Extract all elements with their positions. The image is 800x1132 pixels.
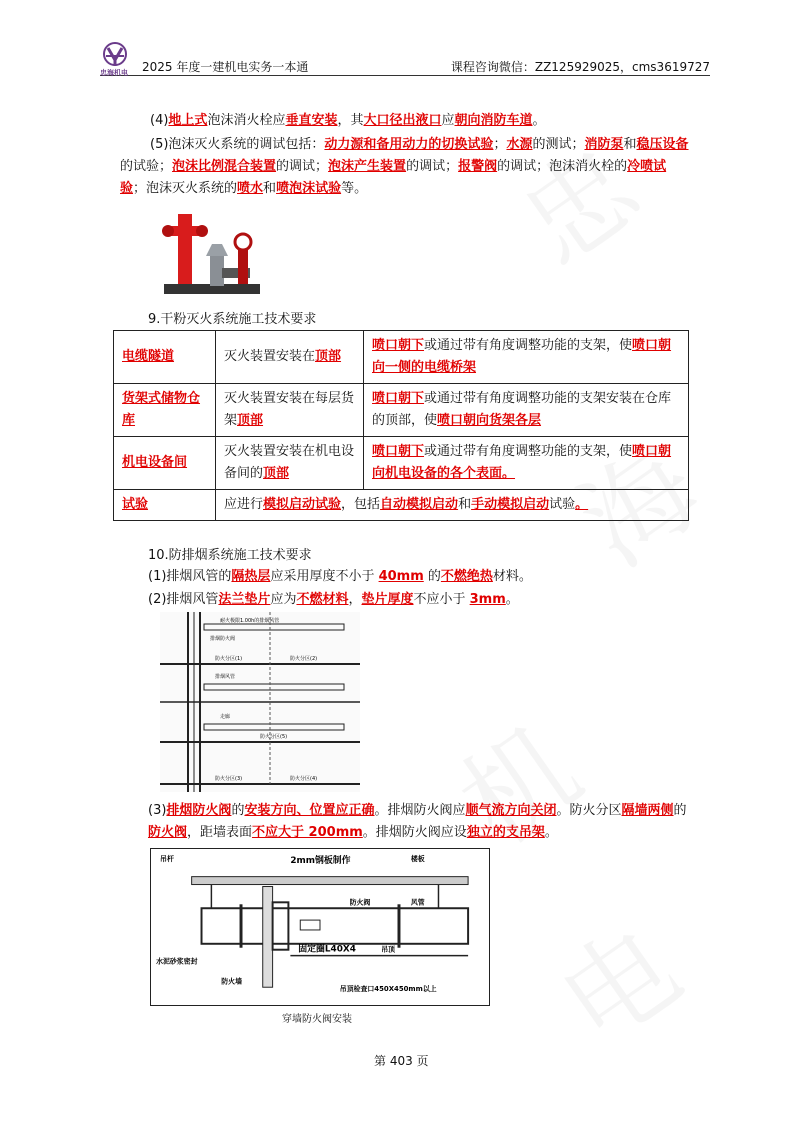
highlight: 排烟防火阀 [166, 803, 232, 818]
highlight: 40mm [378, 569, 424, 584]
highlight: 垫片厚度 [361, 592, 414, 607]
figure-caption: 穿墙防火阀安装 [282, 1014, 352, 1025]
highlight: 大口径出液口 [363, 113, 442, 128]
text: 。排烟防火阀应设 [362, 825, 467, 840]
text: 或通过带有角度调整功能的支架安装在仓库的顶部，使 [372, 391, 672, 428]
text: (4) [150, 113, 169, 128]
diagram-label: 耐火极限1.00h的排烟风管 [220, 618, 280, 624]
text: 和 [263, 181, 277, 196]
table-cell [216, 331, 364, 384]
highlight: 自动模拟启动 [380, 497, 459, 512]
text: 灭火装置安装在 [224, 349, 316, 364]
text: 的调试； [276, 159, 329, 174]
table-row [114, 384, 689, 437]
diagram-label: 防火分区(1) [215, 656, 243, 662]
text: 的调试；泡沫消火栓的 [497, 159, 628, 174]
text: 材料。 [492, 569, 532, 584]
text: 和 [623, 137, 637, 152]
diagram-label: 风管 [410, 898, 425, 907]
highlight: 不燃材料 [296, 592, 349, 607]
text: 。 [532, 113, 546, 128]
diagram-label: 吊杆 [160, 854, 174, 863]
highlight: 3mm [469, 592, 506, 607]
text: (3) [148, 803, 167, 818]
highlight: 报警阀 [458, 159, 498, 174]
highlight: 不燃绝热 [440, 569, 493, 584]
text: ，其 [337, 113, 364, 128]
highlight: 喷口朝向机电设备的各个表面。 [372, 444, 672, 481]
document-title: 2025 年度一建机电实务一本通 [142, 60, 309, 74]
diagram-label: 防火分区(4) [290, 776, 318, 782]
diagram-label: 防火墙 [221, 977, 243, 986]
table-row [114, 490, 689, 521]
paragraph-4 [150, 110, 690, 132]
text: 或通过带有角度调整功能的支架，使 [424, 338, 633, 353]
table-cell [216, 437, 364, 490]
text: 等。 [341, 181, 368, 196]
logo-text: 忠海机电 [100, 69, 128, 77]
text: 试验 [549, 497, 576, 512]
highlight: 喷水 [237, 181, 264, 196]
paragraph-10-2 [148, 589, 688, 611]
table-row [114, 437, 689, 490]
highlight: 泡沫产生装置 [328, 159, 407, 174]
text: (2)排烟风管 [148, 592, 219, 607]
highlight: 隔墙两侧 [621, 803, 674, 818]
diagram-label: 排烟防火阀 [210, 636, 236, 642]
text: 应为 [270, 592, 297, 607]
text: 。 [544, 825, 558, 840]
text: ；泡沫灭火系统的 [133, 181, 238, 196]
paragraph-10-3 [148, 800, 693, 844]
diagram-label: 楼板 [410, 854, 425, 863]
section-10-title: 10.防排烟系统施工技术要求 [148, 548, 312, 563]
text: 的调试； [406, 159, 459, 174]
text: 的测试； [532, 137, 585, 152]
highlight: 泡沫比例混合装置 [172, 159, 277, 174]
highlight: 喷口朝向一侧的电缆桥架 [372, 338, 672, 375]
text: ，包括 [341, 497, 381, 512]
watermark-char [525, 883, 706, 1076]
highlight: 机电设备间 [122, 455, 188, 470]
highlight: 喷口朝向货架各层 [437, 413, 542, 428]
diagram-label: 走廊 [220, 714, 231, 720]
text: ，距墙表面 [187, 825, 253, 840]
diagram-label: 防火分区(5) [260, 734, 288, 740]
text: 的 [231, 803, 245, 818]
highlight: 不应大于 200mm [252, 825, 363, 840]
highlight: 隔热层 [231, 569, 271, 584]
highlight: 喷口朝下 [372, 444, 425, 459]
diagram-label: 防火阀 [349, 898, 371, 907]
table-cell [364, 437, 689, 490]
highlight: 顶部 [315, 349, 342, 364]
table-cell [216, 384, 364, 437]
highlight: 。 [575, 497, 589, 512]
highlight: 水源 [506, 137, 533, 152]
text: 和 [458, 497, 472, 512]
diagram-label: 防火分区(3) [215, 776, 243, 782]
text: 。防火分区 [556, 803, 622, 818]
highlight: 动力源和备用动力的切换试验 [324, 137, 494, 152]
table-cell [114, 384, 216, 437]
highlight: 消防泵 [584, 137, 624, 152]
highlight: 顶部 [237, 413, 264, 428]
highlight: 防火阀 [148, 825, 188, 840]
page-number: 第 403 页 [374, 1054, 429, 1068]
highlight: 货架式储物仓库 [122, 391, 201, 428]
highlight: 喷泡沫试验 [276, 181, 342, 196]
table-cell [114, 490, 216, 521]
text: 。 [505, 592, 519, 607]
table-cell [216, 490, 689, 521]
diagram-label: 吊顶检查口450X450mm以上 [339, 985, 437, 994]
highlight: 冷喷试验 [120, 159, 667, 196]
text: 的试验； [120, 159, 173, 174]
paragraph-5 [120, 134, 690, 200]
table-row [114, 331, 689, 384]
highlight: 独立的支吊架 [466, 825, 545, 840]
table-cell [364, 331, 689, 384]
table-cell [114, 331, 216, 384]
text: 的 [673, 803, 687, 818]
text: ； [493, 137, 507, 152]
text: (5)泡沫灭火系统的调试包括： [150, 137, 325, 152]
section-9-title: 9.干粉灭火系统施工技术要求 [148, 312, 317, 327]
text: 应 [441, 113, 455, 128]
highlight: 喷口朝下 [372, 391, 425, 406]
smoke-exhaust-riser-diagram [160, 612, 360, 792]
highlight: 垂直安装 [285, 113, 338, 128]
text: 灭火装置安装在机电设备间的 [224, 444, 355, 481]
table-cell [364, 384, 689, 437]
diagram-label: 水泥砂浆密封 [156, 957, 198, 966]
highlight: 手动模拟启动 [471, 497, 550, 512]
diagram-label: 排烟风管 [215, 674, 236, 680]
page-header [100, 42, 710, 76]
highlight: 地上式 [168, 113, 208, 128]
highlight: 模拟启动试验 [263, 497, 342, 512]
text: 应进行 [224, 497, 264, 512]
text: 或通过带有角度调整功能的支架，使 [424, 444, 633, 459]
highlight: 安装方向、位置应正确 [244, 803, 375, 818]
text: 应采用厚度不小于 [270, 569, 379, 584]
diagram-label: 吊顶 [381, 945, 396, 954]
text: 不应小于 [413, 592, 470, 607]
fire-damper-wall-install-diagram [150, 848, 490, 1006]
table-cell [114, 437, 216, 490]
highlight: 法兰垫片 [218, 592, 271, 607]
diagram-label: 防火分区(2) [290, 656, 318, 662]
highlight: 试验 [122, 497, 149, 512]
text: 泡沫消火栓应 [207, 113, 286, 128]
paragraph-10-1 [148, 566, 688, 588]
watermark-char [425, 683, 606, 876]
text: (1)排烟风管的 [148, 569, 232, 584]
highlight: 顺气流方向关闭 [465, 803, 557, 818]
highlight: 电缆隧道 [122, 349, 175, 364]
diagram-label: 2mm钢板制作 [290, 855, 351, 866]
dry-powder-table [113, 330, 689, 521]
text: 灭火装置安装在每层货架 [224, 391, 355, 428]
highlight: 喷口朝下 [372, 338, 425, 353]
diagram-label: 固定圈L40X4 [298, 944, 356, 955]
contact-info: 课程咨询微信：ZZ125929025，cms3619727 [450, 60, 710, 74]
text: 的 [423, 569, 441, 584]
highlight: 稳压设备 [636, 137, 689, 152]
highlight: 朝向消防车道 [454, 113, 533, 128]
text: 。排烟防火阀应 [374, 803, 466, 818]
highlight: 顶部 [263, 466, 290, 481]
text: ， [348, 592, 362, 607]
foam-hydrant-image [160, 208, 260, 300]
